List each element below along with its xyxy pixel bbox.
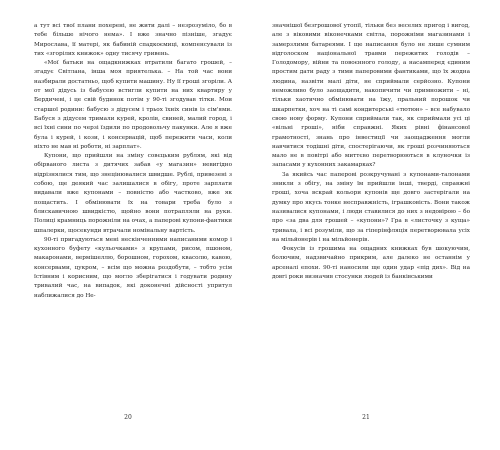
right-page (250, 0, 482, 450)
paragraph: значнішої безгрошової утопії, тільки без веселих пригод і вигод, але з віковими віконечками світла, порожніми магазинами і замерзлими батареями. І ще написання було не лише сумним відголоском національної травми пережитих голодів – Голодомору, війни та повоєнного голоду, а насамперед єдиним простим дати раду з тими паперовими фантиками, що їх жодна людина, назвіти малі діти, не сприймали серйозно. Купони неможливо було заощадити, накопичити чи примножити – ні, тільки хаотично обмінювати на їжу, пральний порошок чи шкарпетки, хоч на ті самі кондитерські «тютюн» – все набувало свою нову форму. Купони сприймали так, як сприймали усі ці «вільні гроші», ніби справжні. Яких рівні фінансової грамотності, знань про інвестиції чи заощадження могли навчитися тодішні діти, спостерігаючи, як гроші розчиняються мало не в повітрі або миттєво перетворюються в клуночки із запасами у кухонних закамарках? (272, 23, 470, 169)
left-page-text (34, 22, 232, 301)
paragraph: «Мої батьки на ощадкнижках втратили багато грошей, – згадує Світлана, інша моя приятелька. – На той час вони назбирали достатньо, щоб купити машину. Ну її гроші згоріли. А от мої дідусь із бабусею встигли купити на них квартиру у Бердичеві, і це свій будинок потім у 90-ті згодував тітки. Мои старшої родини: бабусю з дідусем і трьох їхніх синів із сім'ями. Бабуся з дідусем тримали курей, кролів, свиней, малий город, і всі їхні сини по черзі їздили по продовольчу пакунки. Але я вже була і курей, і кози, і консервацій, щоб пережити часи, коли ніхто не мав ні роботи, ні зарплат». (34, 60, 232, 150)
paragraph: 90-ті пригадуються мені нескінченними написаними комор і кухонного буфету «кульочками» з крупами, рисом, пшоном, макаронами, вермішеллю, борошном, горохом, квасолю, кавою, консервами, цукром, – всім що можна роздобути, – тобто усім їстівним і корисним, що могло зберігатися і годувати родину тривалий час, на випадок, які доконечні дійсності упритул наближалися до Не- (34, 236, 232, 299)
paragraph: а тут всі твої плани похерені, не жити далі – незрозуміло, бо в тебе більше нічого нема». І вже значно пізніше, згадує Мирослава, її матері, як бабиній спадкоємиці, компенсували із тих «згорілих книжок» одну тисячу гривень. (34, 23, 232, 57)
left-page (0, 0, 232, 450)
paragraph: Фокусів із грошима на ощадних книжках був шокуючим, болючим, надзвичайно прикрим, але далеко не останнім у арсеналі епохи. 90-ті наносили ще один удар «під дих». Від на довгі роки визначив стосунки людей із банківськими (272, 246, 470, 281)
page-number: 21 (362, 414, 370, 421)
paragraph: За якийсь час паперові розкручувані з купонами-талонами зникли з обігу, на зміну їм прийшли інші, тверді, справжні гроші, хоча вскрай кольори купонів ще довго застерігали на думку про якусь тонке несправжність, іграшковість. Вони також називалися купонами, і люди ставилися до них з недовірою – бо про «за два для грошей – «купони»? Гра в «листочку з куща» тривала, і всі розуміли, що за гіперінфляція перетворювала усіх на мільйонерів і на мільйонерів. (272, 171, 470, 243)
page-number: 20 (124, 414, 132, 421)
right-page-text (272, 22, 470, 282)
paragraph: Купони, що прийшли на зміну совєцьким рублям, які від обірваного листа з дитячих забав «у магазин» невигідно відрізнялися тим, що знецінювалися швидше. Рублі, привезені з собою, ще деякий час залишалися в обігу, проте зарплати видавали вже купонами – повністю або частково, вже як пощастить. І обмінювати їх на товари треба було з блискавичною швидкістю, щойно вони потрапляли на руки. Полиці крамниць порожніли на очах, а паперові купони-фантики шпалерки, щосекунди втрачали номінальну вартість. (34, 153, 232, 234)
